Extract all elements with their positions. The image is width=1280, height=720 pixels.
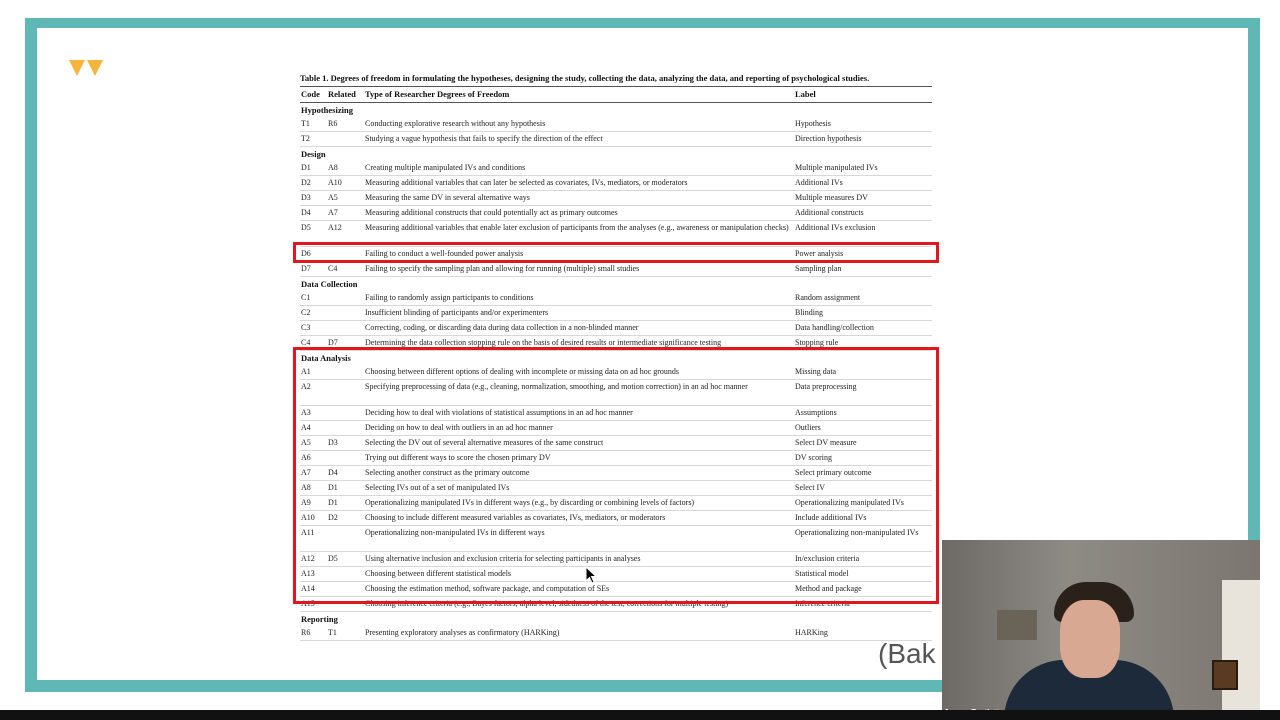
row-related: R6 bbox=[328, 119, 338, 128]
row-label: HARKing bbox=[795, 628, 828, 637]
row-related: D2 bbox=[328, 513, 338, 522]
table-header bbox=[300, 86, 932, 103]
row-related: D1 bbox=[328, 498, 338, 507]
row-code: A6 bbox=[301, 453, 311, 462]
row-label: Select IV bbox=[795, 483, 825, 492]
table-row bbox=[300, 132, 932, 147]
row-type: Selecting IVs out of a set of manipulated IVs bbox=[365, 483, 510, 492]
row-type: Measuring additional constructs that could potentially act as primary outcomes bbox=[365, 208, 618, 217]
row-type: Using alternative inclusion and exclusion criteria for selecting participants in analyses bbox=[365, 554, 641, 563]
row-code: A12 bbox=[301, 554, 315, 563]
row-label: Blinding bbox=[795, 308, 824, 317]
row-code: C4 bbox=[301, 338, 311, 347]
table-row bbox=[300, 176, 932, 191]
header-related: Related bbox=[328, 89, 356, 99]
table-row bbox=[300, 117, 932, 132]
row-related: A7 bbox=[328, 208, 338, 217]
row-code: A14 bbox=[301, 584, 315, 593]
row-type: Determining the data collection stopping rule on the basis of desired results or intermediate significance testing bbox=[365, 338, 722, 347]
row-related: C4 bbox=[328, 264, 338, 273]
row-related: D7 bbox=[328, 338, 338, 347]
webcam-person-face bbox=[1060, 600, 1120, 678]
table-row bbox=[300, 306, 932, 321]
row-label: In/exclusion criteria bbox=[795, 554, 860, 563]
row-type: Failing to randomly assign participants to conditions bbox=[365, 293, 534, 302]
section-heading: Data Analysis bbox=[301, 353, 351, 363]
table-row bbox=[300, 291, 932, 306]
row-type: Measuring the same DV in several alternative ways bbox=[365, 193, 530, 202]
row-code: C2 bbox=[301, 308, 311, 317]
section-heading: Reporting bbox=[301, 614, 338, 624]
row-code: A8 bbox=[301, 483, 311, 492]
row-code: R6 bbox=[301, 628, 311, 637]
row-label: Sampling plan bbox=[795, 264, 842, 273]
row-related: D3 bbox=[328, 438, 338, 447]
row-type: Choosing to include different measured variables as covariates, IVs, mediators, or moderators bbox=[365, 513, 666, 522]
table-row bbox=[300, 321, 932, 336]
row-code: A1 bbox=[301, 367, 311, 376]
row-label: Method and package bbox=[795, 584, 862, 593]
row-code: D2 bbox=[301, 178, 311, 187]
row-label: Data preprocessing bbox=[795, 382, 857, 391]
row-label: Power analysis bbox=[795, 249, 844, 258]
row-label: DV scoring bbox=[795, 453, 832, 462]
screen-bottom-bar bbox=[0, 710, 1280, 720]
row-type: Selecting the DV out of several alternative measures of the same construct bbox=[365, 438, 604, 447]
row-label: Operationalizing non-manipulated IVs bbox=[795, 528, 919, 537]
row-related bbox=[328, 306, 365, 320]
row-label: Multiple manipulated IVs bbox=[795, 163, 878, 172]
row-type: Creating multiple manipulated IVs and conditions bbox=[365, 163, 526, 172]
row-label: Include additional IVs bbox=[795, 513, 867, 522]
row-type: Selecting another construct as the primary outcome bbox=[365, 468, 530, 477]
row-label: Additional constructs bbox=[795, 208, 864, 217]
row-type: Insufficient blinding of participants and/or experimenters bbox=[365, 308, 549, 317]
row-label: Additional IVs bbox=[795, 178, 843, 187]
row-related bbox=[328, 321, 365, 335]
row-related: D5 bbox=[328, 554, 338, 563]
row-type: Studying a vague hypothesis that fails to specify the direction of the effect bbox=[365, 134, 603, 143]
row-label: Operationalizing manipulated IVs bbox=[795, 498, 904, 507]
webcam-wall-picture bbox=[997, 610, 1037, 640]
row-label: Inference criteria bbox=[795, 599, 850, 608]
row-code: T1 bbox=[301, 119, 310, 128]
row-code: A4 bbox=[301, 423, 311, 432]
row-label: Random assignment bbox=[795, 293, 861, 302]
row-related: A10 bbox=[328, 178, 342, 187]
row-type: Deciding how to deal with violations of statistical assumptions in an ad hoc manner bbox=[365, 408, 633, 417]
webcam-frame-picture bbox=[1212, 660, 1238, 690]
row-code: A7 bbox=[301, 468, 311, 477]
row-type: Choosing the estimation method, software package, and computation of SEs bbox=[365, 584, 610, 593]
header-label: Label bbox=[795, 89, 816, 99]
row-label: Select primary outcome bbox=[795, 468, 872, 477]
row-related: A5 bbox=[328, 193, 338, 202]
row-code: T2 bbox=[301, 134, 310, 143]
row-code: D6 bbox=[301, 249, 311, 258]
row-type: Measuring additional variables that enable later exclusion of participants from the analyses (e.g., awareness or manipulation checks) bbox=[365, 223, 789, 232]
webcam-bookshelf bbox=[1222, 580, 1260, 720]
row-type: Presenting exploratory analyses as confirmatory (HARKing) bbox=[365, 628, 560, 637]
row-code: C3 bbox=[301, 323, 311, 332]
section-heading: Hypothesizing bbox=[301, 105, 353, 115]
row-type: Choosing between different statistical models bbox=[365, 569, 512, 578]
section-heading: Data Collection bbox=[301, 279, 358, 289]
citation-text: (Bak bbox=[878, 638, 936, 669]
table-caption: Table 1. Degrees of freedom in formulating the hypotheses, designing the study, collecting the data, analyzing the data, and reporting of psychological studies. bbox=[300, 73, 870, 83]
table-row bbox=[300, 626, 932, 641]
table-row bbox=[300, 206, 932, 221]
row-related: T1 bbox=[328, 628, 337, 637]
row-related bbox=[328, 291, 365, 305]
row-code: A11 bbox=[301, 528, 315, 537]
row-label: Statistical model bbox=[795, 569, 849, 578]
row-code: D7 bbox=[301, 264, 311, 273]
row-type: Operationalizing manipulated IVs in different ways (e.g., by discarding or combining levels of factors) bbox=[365, 498, 695, 507]
row-label: Hypothesis bbox=[795, 119, 831, 128]
row-type: Failing to conduct a well-founded power analysis bbox=[365, 249, 524, 258]
row-code: A9 bbox=[301, 498, 311, 507]
row-related bbox=[328, 132, 365, 146]
highlight-data-analysis bbox=[293, 347, 939, 604]
row-code: D3 bbox=[301, 193, 311, 202]
row-code: A10 bbox=[301, 513, 315, 522]
section-heading: Design bbox=[301, 149, 326, 159]
row-related: D1 bbox=[328, 483, 338, 492]
row-code: D4 bbox=[301, 208, 311, 217]
row-type: Choosing inference criteria (e.g., Bayes factors, alpha level, sidedness of the test, corrections for multiple testing) bbox=[365, 599, 729, 608]
row-label: Outliers bbox=[795, 423, 821, 432]
row-type: Specifying preprocessing of data (e.g., cleaning, normalization, smoothing, and motion correction) in an ad hoc manner bbox=[365, 382, 748, 391]
row-label: Data handling/collection bbox=[795, 323, 874, 332]
row-type: Failing to specify the sampling plan and allowing for running (multiple) small studies bbox=[365, 264, 640, 273]
row-type: Conducting explorative research without any hypothesis bbox=[365, 119, 546, 128]
row-code: A2 bbox=[301, 382, 311, 391]
header-type: Type of Researcher Degrees of Freedom bbox=[365, 89, 510, 99]
row-label: Stopping rule bbox=[795, 338, 839, 347]
table-row bbox=[300, 161, 932, 176]
row-type: Trying out different ways to score the chosen primary DV bbox=[365, 453, 551, 462]
row-code: D1 bbox=[301, 163, 311, 172]
row-type: Operationalizing non-manipulated IVs in different ways bbox=[365, 528, 545, 537]
header-code: Code bbox=[301, 89, 320, 99]
row-label: Select DV measure bbox=[795, 438, 857, 447]
row-code: A5 bbox=[301, 438, 311, 447]
row-type: Deciding on how to deal with outliers in an ad hoc manner bbox=[365, 423, 553, 432]
row-related: A8 bbox=[328, 163, 338, 172]
row-related: A12 bbox=[328, 223, 342, 232]
table-row bbox=[300, 262, 932, 277]
row-code: A3 bbox=[301, 408, 311, 417]
row-code: D5 bbox=[301, 223, 311, 232]
row-related: D4 bbox=[328, 468, 338, 477]
table-row bbox=[300, 191, 932, 206]
row-code: A13 bbox=[301, 569, 315, 578]
row-label: Multiple measures DV bbox=[795, 193, 868, 202]
row-label: Missing data bbox=[795, 367, 837, 376]
row-label: Additional IVs exclusion bbox=[795, 223, 876, 232]
highlight-power-analysis bbox=[293, 242, 939, 263]
row-type: Correcting, coding, or discarding data during data collection in a non-blinded manner bbox=[365, 323, 639, 332]
row-code: A15 bbox=[301, 599, 315, 608]
logo-icon bbox=[67, 58, 107, 85]
row-label: Assumptions bbox=[795, 408, 837, 417]
row-type: Choosing between different options of dealing with incomplete or missing data on ad hoc grounds bbox=[365, 367, 680, 376]
row-code: C1 bbox=[301, 293, 311, 302]
row-type: Measuring additional variables that can later be selected as covariates, IVs, mediators, or moderators bbox=[365, 178, 688, 187]
webcam-feed bbox=[942, 540, 1260, 720]
mouse-cursor-icon bbox=[585, 566, 597, 589]
row-label: Direction hypothesis bbox=[795, 134, 862, 143]
